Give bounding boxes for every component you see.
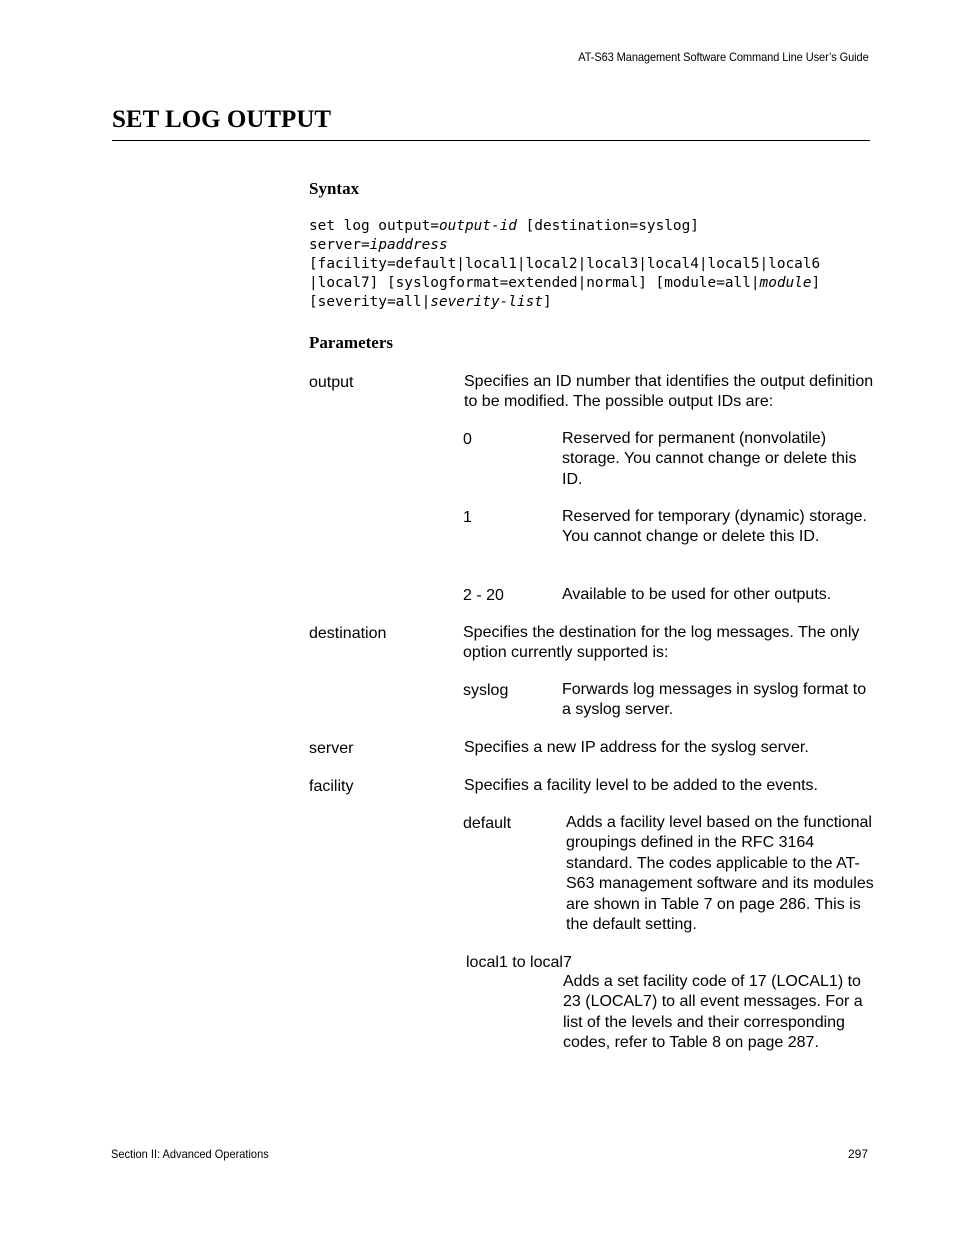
param-desc-destination: Specifies the destination for the log messages. The only option currently supported is:: [463, 624, 860, 662]
option-value-0: 0: [463, 431, 472, 448]
syntax-literal: |local7] [syslogformat=extended|normal] [module=all|: [309, 275, 760, 291]
syntax-code-block: [309, 217, 820, 312]
syntax-heading: Syntax: [309, 179, 360, 198]
option-desc-0: Reserved for permanent (nonvolatile) storage. You cannot change or delete this ID.: [562, 430, 857, 488]
syntax-literal: ]: [811, 275, 821, 291]
option-desc-syslog: Forwards log messages in syslog format to a syslog server.: [562, 681, 867, 719]
syntax-literal: server=: [309, 237, 370, 253]
syntax-literal: [destination=syslog]: [516, 218, 699, 234]
syntax-placeholder: ipaddress: [369, 237, 448, 253]
syntax-line: [309, 255, 820, 274]
syntax-line: [309, 293, 820, 312]
syntax-literal: [severity=all|: [309, 294, 431, 310]
syntax-placeholder: module: [759, 275, 812, 291]
param-desc-server: Specifies a new IP address for the syslog server.: [464, 739, 809, 756]
syntax-literal: ]: [542, 294, 552, 310]
title-divider: [112, 140, 870, 141]
option-desc-1: Reserved for temporary (dynamic) storage. You cannot change or delete this ID.: [562, 508, 867, 546]
param-name-facility: facility: [309, 778, 354, 795]
parameters-heading: Parameters: [309, 333, 394, 352]
syntax-literal: set log output=: [309, 218, 439, 234]
param-name-server: server: [309, 740, 354, 757]
running-header: AT-S63 Management Software Command Line User’s Guide: [578, 50, 869, 64]
option-value-default: default: [463, 815, 512, 832]
syntax-literal: [facility=default|local1|local2|local3|local4|local5|local6: [309, 256, 821, 272]
option-value-syslog: syslog: [463, 682, 509, 699]
syntax-line: [309, 274, 820, 293]
syntax-placeholder: output-id: [438, 218, 517, 234]
option-desc-local1-to-local7: Adds a set facility code of 17 (LOCAL1) to 23 (LOCAL7) to all event messages. For a list of the levels and their corresponding codes, refer to Table 8 on page 287.: [563, 973, 863, 1052]
option-value-local1-to-local7: local1 to local7: [466, 954, 572, 971]
footer-section-label: Section II: Advanced Operations: [111, 1147, 269, 1161]
footer-page-number: 297: [847, 1147, 868, 1161]
option-value-1: 1: [463, 509, 472, 526]
page-title: SET LOG OUTPUT: [112, 106, 332, 133]
param-desc-facility: Specifies a facility level to be added to the events.: [464, 777, 818, 794]
option-value-2-20: 2 - 20: [463, 587, 504, 604]
syntax-placeholder: severity-list: [430, 294, 543, 310]
syntax-line: [309, 217, 820, 236]
option-desc-2-20: Available to be used for other outputs.: [562, 586, 832, 603]
param-name-destination: destination: [309, 625, 387, 642]
syntax-line: [309, 236, 820, 255]
option-desc-default: Adds a facility level based on the functional groupings defined in the RFC 3164 standard. The codes applicable to the AT-S63 management software and its modules are shown in Table 7 on page 286. This is the default setting.: [566, 814, 874, 934]
param-name-output: output: [309, 374, 354, 391]
param-desc-output: Specifies an ID number that identifies the output definition to be modified. The possible output IDs are:: [464, 373, 874, 411]
